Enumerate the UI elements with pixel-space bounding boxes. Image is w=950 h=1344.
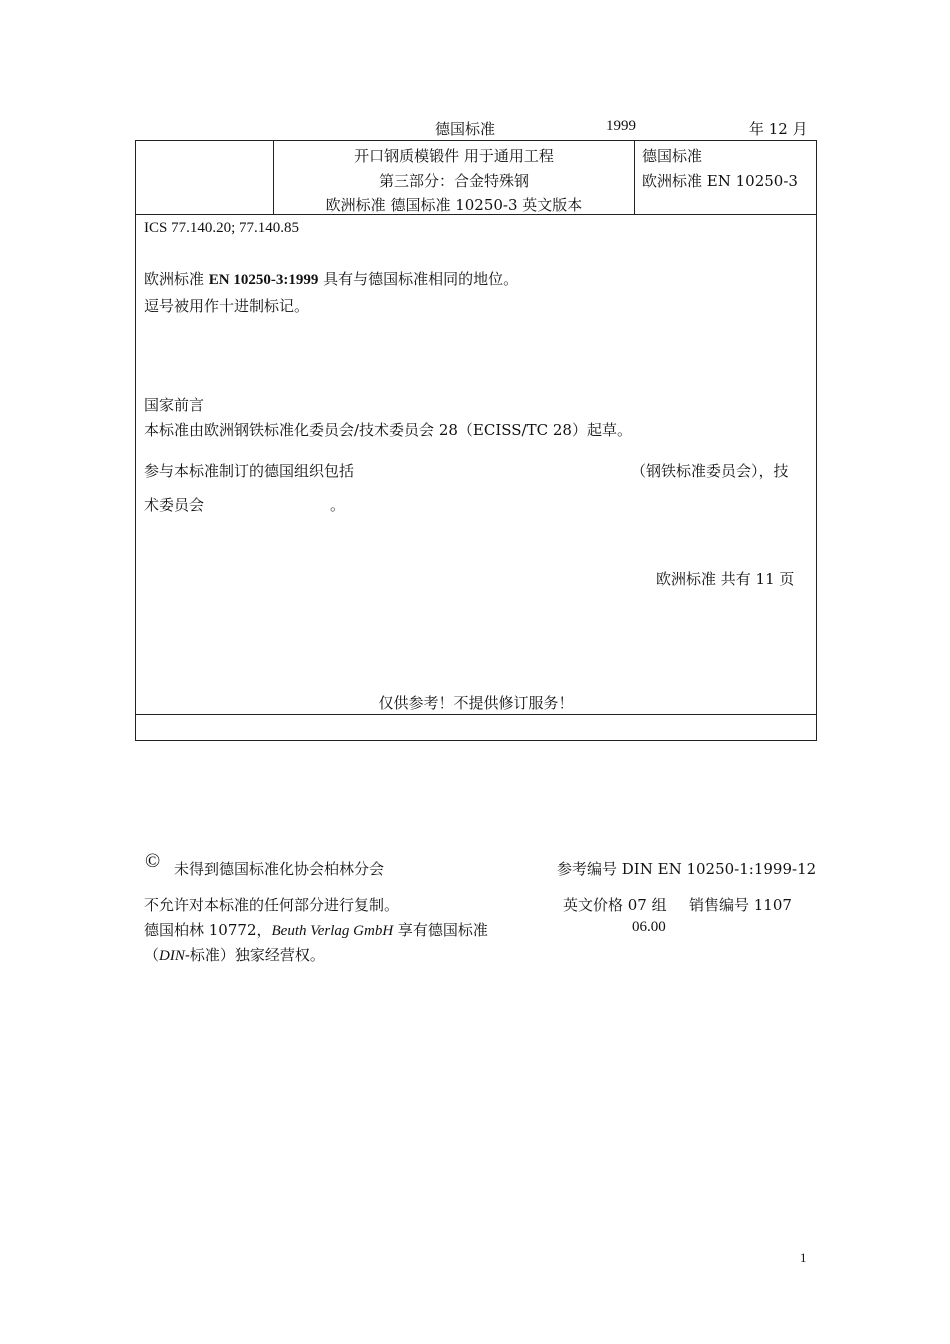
reference-number: 参考编号 DIN EN 10250-1:1999-12 <box>557 860 817 878</box>
reference-only-note: 仅供参考！不提供修订服务！ <box>378 694 574 712</box>
ics-codes: ICS 77.140.20; 77.140.85 <box>144 220 300 236</box>
sales-number: 销售编号 1107 <box>689 896 792 914</box>
table-border-bottom <box>135 740 817 741</box>
sales-number-cont: 06.00 <box>632 919 666 935</box>
foreword-title: 国家前言 <box>144 396 205 414</box>
designation-en: 欧洲标准 EN 10250-3 <box>642 172 798 190</box>
title-line-3: 欧洲标准 德国标准 10250-3 英文版本 <box>325 196 583 214</box>
status-prefix: 欧洲标准 <box>144 270 209 288</box>
designation-de: 德国标准 <box>642 147 703 165</box>
committee-end: 。 <box>330 496 346 514</box>
header-org: 德国标准 <box>435 120 496 138</box>
participants-right: （钢铁标准委员会），技 <box>631 462 789 480</box>
copyright-line-1: 未得到德国标准化协会柏林分会 <box>174 860 385 878</box>
committee-label: 术委员会 <box>144 496 205 514</box>
table-border-right <box>816 140 817 741</box>
table-divider-footer <box>135 714 817 715</box>
copyright-line-3 <box>144 919 488 940</box>
paren-open: （ <box>144 946 160 964</box>
page-number: 1 <box>800 1250 807 1265</box>
header-month: 年 12 月 <box>749 120 808 138</box>
exclusive-rights: -标准）独家经营权。 <box>184 946 325 964</box>
status-suffix: 具有与德国标准相同的地位。 <box>318 270 519 288</box>
title-line-1: 开口钢质模锻件 用于通用工程 <box>354 147 554 165</box>
publisher-name: Beuth Verlag GmbH <box>271 923 394 939</box>
table-col-divider-2 <box>634 140 635 214</box>
copyright-line-2: 不允许对本标准的任何部分进行复制。 <box>144 896 400 914</box>
header-year: 1999 <box>606 118 636 134</box>
comma-note: 逗号被用作十进制标记。 <box>144 297 310 315</box>
copyright-line-4 <box>144 944 325 965</box>
pages-note: 欧洲标准 共有 11 页 <box>656 570 795 588</box>
copyright-icon: © <box>145 850 161 872</box>
table-border-top <box>135 140 817 141</box>
price-group: 英文价格 07 组 <box>563 896 667 914</box>
status-statement <box>144 268 518 289</box>
table-border-left <box>135 140 136 741</box>
din-mark: DIN <box>159 948 185 964</box>
participants-left: 参与本标准制订的德国组织包括 <box>144 462 355 480</box>
publisher-rights: 享有德国标准 <box>393 921 488 939</box>
status-standard-id: EN 10250-3:1999 <box>208 272 319 288</box>
publisher-address: 德国柏林 10772， <box>144 921 272 939</box>
foreword-text: 本标准由欧洲钢铁标准化委员会/技术委员会 28（ECISS/TC 28）起草。 <box>144 421 632 439</box>
title-line-2: 第三部分：合金特殊钢 <box>378 172 529 190</box>
